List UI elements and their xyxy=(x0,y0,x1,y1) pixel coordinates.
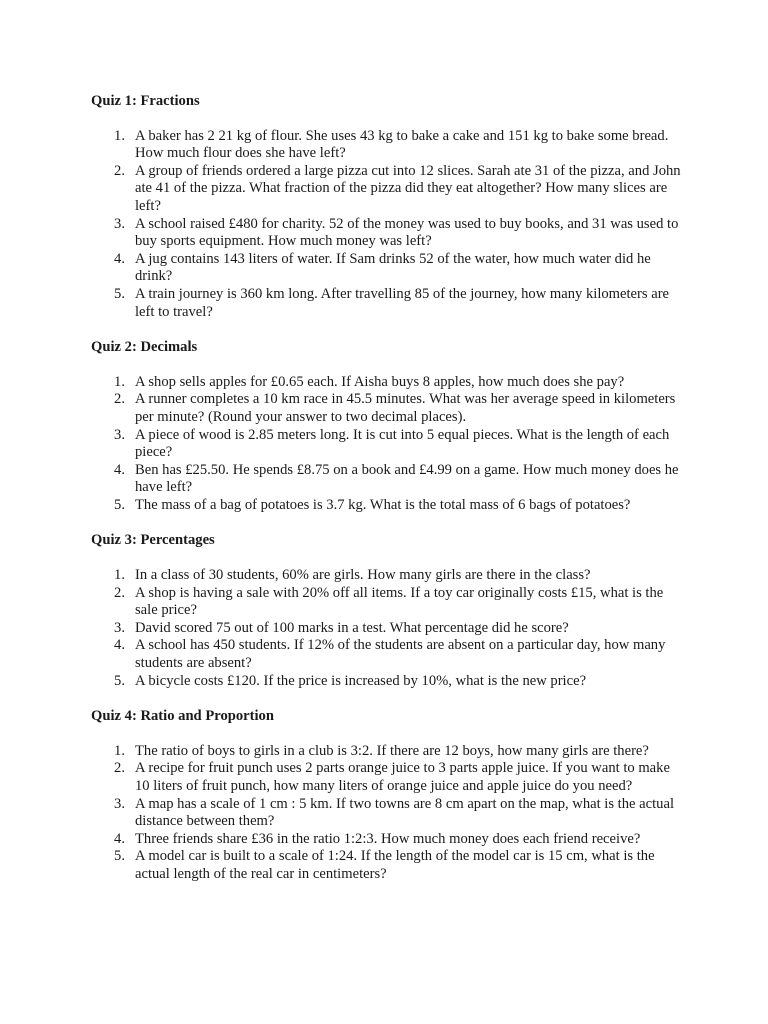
question-item xyxy=(91,760,681,795)
question-item xyxy=(91,831,681,849)
question-text: A piece of wood is 2.85 meters long. It is cut into 5 equal pieces. What is the length of each piece? xyxy=(135,426,670,461)
quiz-heading: Quiz 2: Decimals xyxy=(91,339,198,356)
question-item xyxy=(91,427,681,462)
question-text: David scored 75 out of 100 marks in a test. What percentage did he score? xyxy=(135,619,569,636)
question-number: 2. xyxy=(114,162,125,179)
question-text: Ben has £25.50. He spends £8.75 on a book and £4.99 on a game. How much money does he have left? xyxy=(135,461,679,496)
question-number: 5. xyxy=(114,496,125,513)
question-item xyxy=(91,251,681,286)
quiz-heading: Quiz 1: Fractions xyxy=(91,93,200,109)
question-text: A train journey is 360 km long. After travelling 85 of the journey, how many kilometers are left to travel? xyxy=(135,285,670,320)
question-item xyxy=(91,216,681,251)
question-item xyxy=(91,796,681,831)
question-text: A shop is having a sale with 20% off all items. If a toy car originally costs £15, what is the sale price? xyxy=(135,584,664,619)
question-number: 2. xyxy=(114,391,125,408)
question-item xyxy=(91,163,681,216)
question-item xyxy=(91,743,681,761)
question-text: The ratio of boys to girls in a club is 3:2. If there are 12 boys, how many girls are there? xyxy=(135,742,649,759)
question-item xyxy=(91,497,681,515)
question-item xyxy=(91,848,681,883)
question-number: 4. xyxy=(114,637,125,654)
question-text: A shop sells apples for £0.65 each. If Aisha buys 8 apples, how much does she pay? xyxy=(135,373,625,390)
question-number: 2. xyxy=(114,584,125,601)
quiz-section-fractions xyxy=(91,93,681,321)
question-item xyxy=(91,391,681,426)
question-number: 3. xyxy=(114,619,125,636)
question-number: 3. xyxy=(114,215,125,232)
document-page xyxy=(91,93,681,902)
question-text: Three friends share £36 in the ratio 1:2:3. How much money does each friend receive? xyxy=(135,830,641,847)
question-number: 4. xyxy=(114,830,125,847)
question-number: 3. xyxy=(114,795,125,812)
question-number: 1. xyxy=(114,127,125,144)
question-list xyxy=(91,128,681,322)
question-item xyxy=(91,128,681,163)
question-text: A map has a scale of 1 cm : 5 km. If two towns are 8 cm apart on the map, what is the actual distance between them? xyxy=(135,795,674,830)
question-number: 1. xyxy=(114,373,125,390)
question-number: 4. xyxy=(114,461,125,478)
question-item xyxy=(91,567,681,585)
question-number: 2. xyxy=(114,760,125,777)
question-list xyxy=(91,567,681,690)
question-text: A school has 450 students. If 12% of the students are absent on a particular day, how many students are absent? xyxy=(135,637,666,672)
quiz-section-ratio-proportion xyxy=(91,708,681,883)
question-number: 4. xyxy=(114,250,125,267)
question-item xyxy=(91,374,681,392)
question-number: 5. xyxy=(114,285,125,302)
question-text: A bicycle costs £120. If the price is increased by 10%, what is the new price? xyxy=(135,672,587,689)
question-text: A group of friends ordered a large pizza cut into 12 slices. Sarah ate 31 of the pizza, and John ate 41 of the pizza. What fraction of the pizza did they eat altogether? How many slices are left? xyxy=(135,162,681,214)
question-item xyxy=(91,637,681,672)
question-text: In a class of 30 students, 60% are girls. How many girls are there in the class? xyxy=(135,567,591,584)
question-list xyxy=(91,743,681,884)
quiz-heading: Quiz 4: Ratio and Proportion xyxy=(91,708,274,725)
question-item xyxy=(91,673,681,691)
question-text: A runner completes a 10 km race in 45.5 minutes. What was her average speed in kilometers per minute? (Round your answer to two decimal places). xyxy=(135,391,676,425)
question-text: A jug contains 143 liters of water. If Sam drinks 52 of the water, how much water did he drink? xyxy=(135,250,651,285)
question-item xyxy=(91,620,681,638)
question-number: 1. xyxy=(114,742,125,759)
question-item xyxy=(91,585,681,620)
question-number: 5. xyxy=(114,848,125,865)
quiz-heading: Quiz 3: Percentages xyxy=(91,532,215,549)
question-number: 1. xyxy=(114,567,125,584)
question-text: A model car is built to a scale of 1:24. If the length of the model car is 15 cm, what is the actual length of the real car in centimeters? xyxy=(135,848,655,882)
question-number: 5. xyxy=(114,672,125,689)
question-text: A recipe for fruit punch uses 2 parts orange juice to 3 parts apple juice. If you want to make 10 liters of fruit punch, how many liters of orange juice and apple juice do you need? xyxy=(135,760,670,794)
question-text: The mass of a bag of potatoes is 3.7 kg. What is the total mass of 6 bags of potatoes? xyxy=(135,496,631,513)
quiz-section-decimals xyxy=(91,339,681,514)
question-text: A school raised £480 for charity. 52 of the money was used to buy books, and 31 was used to buy sports equipment. How much money was left? xyxy=(135,215,679,250)
quiz-section-percentages xyxy=(91,532,681,690)
question-item xyxy=(91,462,681,497)
question-list xyxy=(91,374,681,515)
question-number: 3. xyxy=(114,426,125,443)
question-text: A baker has 2 21 kg of flour. She uses 43 kg to bake a cake and 151 kg to bake some bread. How much flour does she have left? xyxy=(135,127,669,162)
question-item xyxy=(91,286,681,321)
